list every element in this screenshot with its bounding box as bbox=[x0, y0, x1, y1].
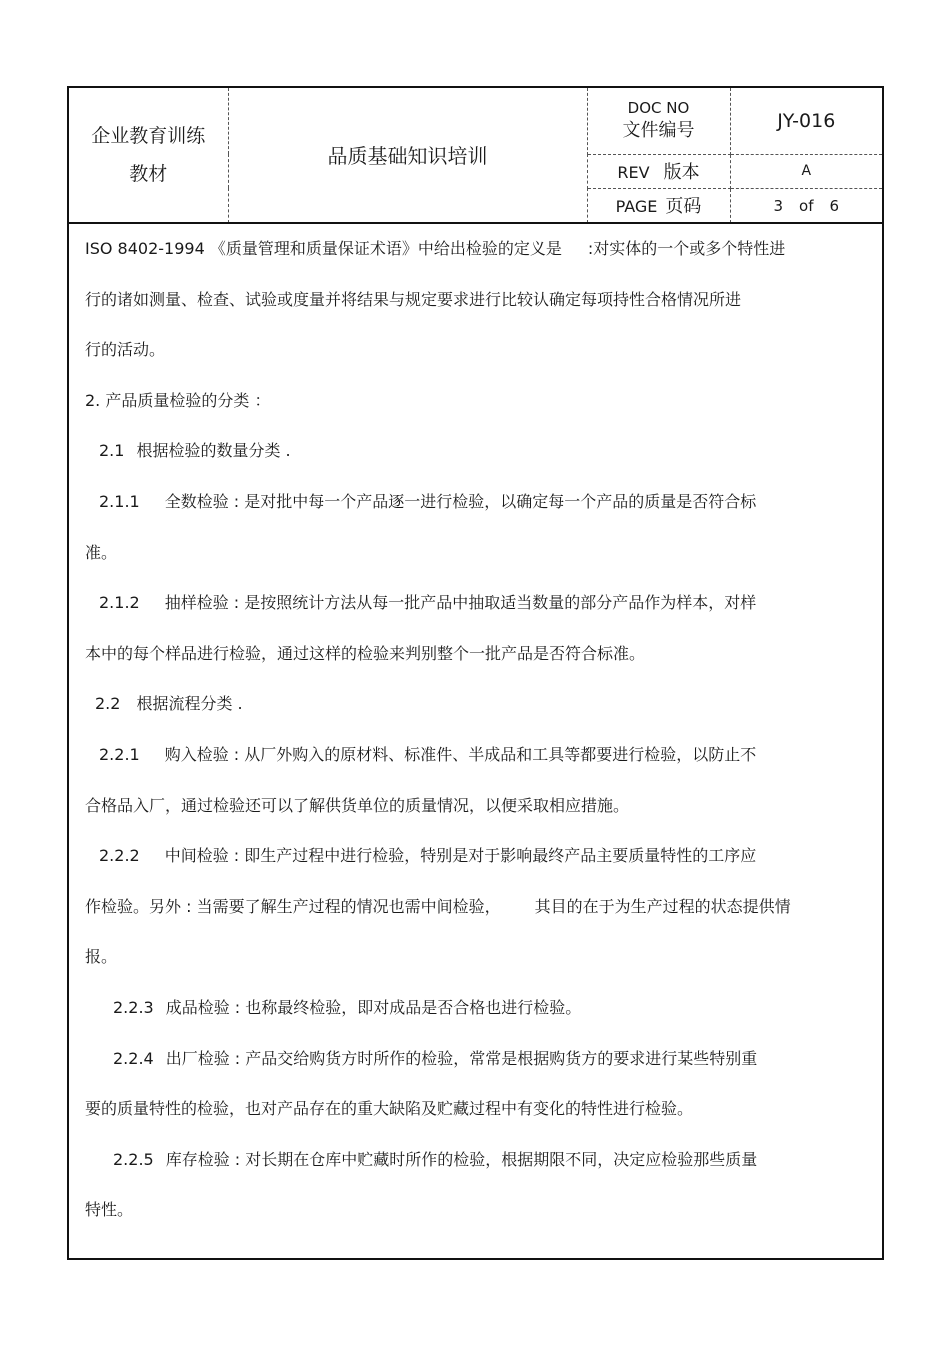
rev-label bbox=[587, 154, 730, 188]
section-number: 2.1.2 bbox=[99, 593, 140, 613]
item-text: 抽样检验 : 是按照统计方法从每一批产品中抽取适当数量的部分产品作为样本，对样 bbox=[164, 593, 757, 613]
iso-definition-intro: ISO 8402-1994 《质量管理和质量保证术语》中给出检验的定义是 bbox=[85, 239, 562, 258]
page-total: 6 bbox=[829, 196, 840, 215]
subsection-heading bbox=[69, 426, 882, 477]
subsection-heading bbox=[69, 679, 882, 730]
paragraph-line bbox=[69, 477, 882, 528]
paragraph-line bbox=[69, 831, 882, 882]
page-label-en: PAGE bbox=[615, 197, 658, 216]
section-number: 2.2 bbox=[95, 694, 121, 714]
page-number bbox=[730, 188, 882, 222]
section-number: 2.1 bbox=[99, 441, 125, 461]
page-current: 3 bbox=[773, 196, 784, 215]
rev-value: A bbox=[730, 154, 882, 188]
item-text: 购入检验 : 从厂外购入的原材料、标准件、半成品和工具等都要进行检验，以防止不 bbox=[164, 744, 757, 764]
rev-label-cn: 版本 bbox=[663, 162, 700, 183]
section-number: 2.2.3 bbox=[113, 997, 154, 1017]
body-text bbox=[69, 224, 882, 1236]
document-title: 品质基础知识培训 bbox=[228, 88, 587, 222]
paragraph-line bbox=[69, 224, 882, 275]
iso-definition-text: :对实体的一个或多个特性进 bbox=[587, 239, 786, 258]
section-number: 2.2.5 bbox=[113, 1149, 154, 1169]
line-text-a: 作检验。另外 : 当需要了解生产过程的情况也需中间检验， bbox=[85, 896, 501, 916]
paragraph-line: 准。 bbox=[85, 542, 118, 562]
line-text-b: 其目的在于为生产过程的状态提供情 bbox=[534, 896, 791, 916]
page-of: of bbox=[799, 196, 814, 215]
paragraph-line: 要的质量特性的检验，也对产品存在的重大缺陷及贮藏过程中有变化的特性进行检验。 bbox=[85, 1099, 694, 1119]
subsection-title: 根据检验的数量分类 . bbox=[136, 441, 291, 461]
paragraph-line: 特性。 bbox=[85, 1200, 134, 1220]
paragraph-line bbox=[69, 983, 882, 1034]
paragraph-line: 报。 bbox=[85, 947, 118, 967]
section-number: 2.2.1 bbox=[99, 744, 140, 764]
subsection-title: 根据流程分类 . bbox=[136, 694, 243, 714]
section-heading: 2. 产品质量检验的分类 ： bbox=[85, 390, 271, 410]
paragraph-line bbox=[69, 882, 882, 933]
doc-no-label-cn: 文件编号 bbox=[622, 119, 695, 141]
item-text: 库存检验 : 对长期在仓库中贮藏时所作的检验，根据期限不同，决定应检验那些质量 bbox=[165, 1149, 758, 1169]
item-text: 成品检验 : 也称最终检验，即对成品是否合格也进行检验。 bbox=[165, 997, 582, 1017]
item-text: 全数检验 : 是对批中每一个产品逐一进行检验，以确定每一个产品的质量是否符合标 bbox=[164, 491, 757, 511]
document-frame bbox=[67, 86, 884, 1260]
paragraph-line: 合格品入厂，通过检验还可以了解供货单位的质量情况，以便采取相应措施。 bbox=[85, 795, 630, 815]
section-number: 2.2.2 bbox=[99, 846, 140, 866]
page-label-cn: 页码 bbox=[665, 196, 702, 217]
doc-no-value: JY-016 bbox=[730, 88, 882, 154]
header-table bbox=[69, 88, 882, 223]
doc-no-label bbox=[587, 88, 730, 154]
section-number: 2.2.4 bbox=[113, 1048, 154, 1068]
page-label bbox=[587, 188, 730, 222]
org-line-2: 教材 bbox=[129, 162, 168, 185]
paragraph-line bbox=[69, 1135, 882, 1186]
paragraph-line: 行的活动。 bbox=[85, 340, 166, 360]
item-text: 中间检验 : 即生产过程中进行检验，特别是对于影响最终产品主要质量特性的工序应 bbox=[164, 846, 757, 866]
paragraph-line bbox=[69, 1034, 882, 1085]
org-cell bbox=[69, 88, 228, 222]
org-line-1: 企业教育训练 bbox=[91, 124, 206, 147]
section-number: 2.1.1 bbox=[99, 491, 140, 511]
paragraph-line: 行的诸如测量、检查、试验或度量并将结果与规定要求进行比较认确定每项持性合格情况所进 bbox=[85, 289, 742, 309]
paragraph-line bbox=[69, 578, 882, 629]
rev-label-en: REV bbox=[617, 163, 650, 182]
paragraph-line: 本中的每个样品进行检验，通过这样的检验来判别整个一批产品是否符合标准。 bbox=[85, 643, 646, 663]
paragraph-line bbox=[69, 730, 882, 781]
doc-no-label-en: DOC NO bbox=[627, 98, 690, 117]
item-text: 出厂检验 : 产品交给购货方时所作的检验，常常是根据购货方的要求进行某些特别重 bbox=[165, 1048, 758, 1068]
